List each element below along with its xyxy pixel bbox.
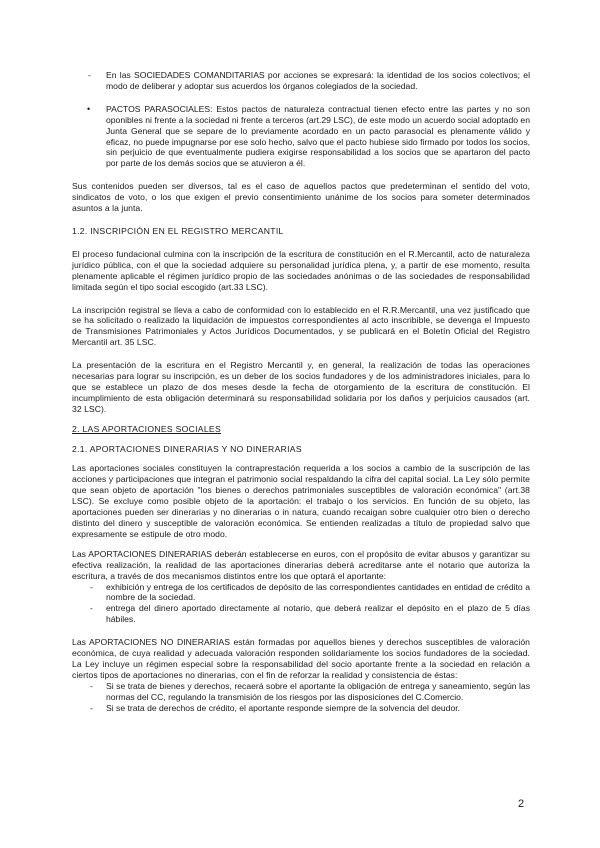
document-body xyxy=(72,70,530,714)
list-item-no-dinerarias-1 xyxy=(72,681,530,703)
section-heading-1-2: 1.2. INSCRIPCIÓN EN EL REGISTRO MERCANTIL xyxy=(72,225,284,236)
list-item-no-dinerarias-2 xyxy=(72,703,530,714)
list-item-text: entrega del dinero aportado directamente al notario, que deberá realizar el depósito en el plazo de 5 días hábiles. xyxy=(106,603,530,625)
bullet-comanditarias-text: En las SOCIEDADES COMANDITARIAS por acciones se expresará: la identidad de los socios colectivos; el modo de deliberar y adoptar sus acuerdos los órganos colegiados de la sociedad. xyxy=(106,70,530,91)
paragraph-inscripcion-registral: La inscripción registral se lleva a cabo de conformidad con lo establecido en el R.R.Mercantil, una vez justificado que se ha solicitado o realizado la liquidación de impuestos correspondientes al acto inscribible, se devenga el Impuesto de Transmisiones Patrimoniales y Actos Jurídicos Documentados, y se publicará en el Boletín Oficial del Registro Mercantil art. 35 LSC. xyxy=(72,304,530,348)
list-item-pactos-parasociales xyxy=(72,104,530,169)
page-number: 2 xyxy=(518,798,525,810)
paragraph-aportaciones-no-dinerarias: Las APORTACIONES NO DINERARIAS están formadas por aquellos bienes y derechos susceptibles de valoración económica, de cuya realidad y adecuada valoración responden solidariamente los socios fundadores de la sociedad. La Ley incluye un régimen especial sobre la responsabilidad del socio aportante frente a la sociedad en relación a ciertos tipos de aportaciones no dinerarias, con el fin de reforzar la realidad y consistencia de éstas: xyxy=(72,637,530,680)
bullet-pactos-text: PACTOS PARASOCIALES: Estos pactos de naturaleza contractual tienen efecto entre las partes y no son oponibles ni frente a la sociedad ni frente a terceros (art.29 LSC), de este modo un acuerdo social adoptado en Junta General que se separe de lo previamente acordado en un pacto parasocial es plenamente válido y eficaz, no puede impugnarse por ese solo hecho, salvo que el pacto hubiese sido firmado por todos los socios, sin perjuicio de que eventualmente pudiera exigirse responsabilidad a los socios que se apartaron del pacto por parte de los demás socios que se atuvieron a él. xyxy=(106,103,530,169)
list-item-dinerarias-1 xyxy=(72,582,530,604)
paragraph-presentacion-escritura: La presentación de la escritura en el Registro Mercantil y, en general, la realización de todas las operaciones necesarias para lograr su inscripción, es un deber de los socios fundadores y de los administradores iniciales, para lo que se establece un plazo de dos meses desde la fecha de otorgamiento de la escritura de constitución. El incumplimiento de esta obligación determinará su responsabilidad solidaria por los daños y perjuicios causados (art. 32 LSC). xyxy=(72,360,530,414)
section-heading-2: 2. LAS APORTACIONES SOCIALES xyxy=(72,423,221,434)
paragraph-aportaciones-dinerarias: Las APORTACIONES DINERARIAS deberán establecerse en euros, con el propósito de evitar abusos y garantizar su efectiva realización, la realidad de las aportaciones dinerarias deberá acreditarse ante el notario que autoriza la escritura, a través de dos mecanismos distintos entre los que optará el aportante: xyxy=(72,548,530,581)
bullet-dot-icon: • xyxy=(87,103,91,114)
section-heading-2-1: 2.1. APORTACIONES DINERARIAS Y NO DINERARIAS xyxy=(72,443,302,454)
list-item-comanditarias xyxy=(72,70,530,92)
list-item-text: exhibición y entrega de los certificados de depósito de las correspondientes cantidades en entidad de crédito a nombre de la sociedad. xyxy=(106,581,530,603)
dash-marker: - xyxy=(88,70,91,80)
paragraph-aportaciones-sociales: Las aportaciones sociales constituyen la contraprestación requerida a los socios a cambio de la suscripción de las acciones y participaciones que integran el patrimonio social respaldando la cifra del capital social. La Ley sólo permite que sean objeto de aportación "los bienes o derechos patrimoniales susceptibles de valoración económica" (art.38 LSC). Se excluye como posible objeto de la aportación: el trabajo o los servicios. En función de su objeto, las aportaciones pueden ser dinerarias y no dinerarias o in natura, cuando recaigan sobre cualquier otro bien o derecho distinto del dinero y susceptible de valoración económica. Se entienden realizadas a título de propiedad salvo que expresamente se estipule de otro modo. xyxy=(72,463,530,539)
dash-marker: - xyxy=(90,680,93,691)
list-item-dinerarias-2 xyxy=(72,603,530,625)
list-item-text: Si se trata de derechos de crédito, el aportante responde siempre de la solvencia del deudor. xyxy=(106,702,460,713)
paragraph-proceso-fundacional: El proceso fundacional culmina con la inscripción de la escritura de constitución en el R.Mercantil, acto de naturaleza jurídico pública, con el que la sociedad adquiere su personalidad jurídica plena, y, a partir de ese momento, resulta plenamente aplicable el régimen jurídico propio de las sociedades anónimas o de las sociedades de responsabilidad limitada según el tipo social escogido (art.33 LSC). xyxy=(72,248,530,292)
paragraph-contenidos: Sus contenidos pueden ser diversos, tal es el caso de aquellos pactos que predeterminan el sentido del voto, sindicatos de voto, o los que exigen el previo consentimiento unánime de los socios para someter determinados asuntos a la junta. xyxy=(72,181,530,214)
dash-marker: - xyxy=(90,702,93,713)
dash-marker: - xyxy=(90,603,93,614)
dash-marker: - xyxy=(90,581,93,592)
list-item-text: Si se trata de bienes y derechos, recaerá sobre el aportante la obligación de entrega y saneamiento, según las normas del CC, regulando la transmisión de los riesgos por las disposiciones del C.Comercio. xyxy=(106,680,530,702)
